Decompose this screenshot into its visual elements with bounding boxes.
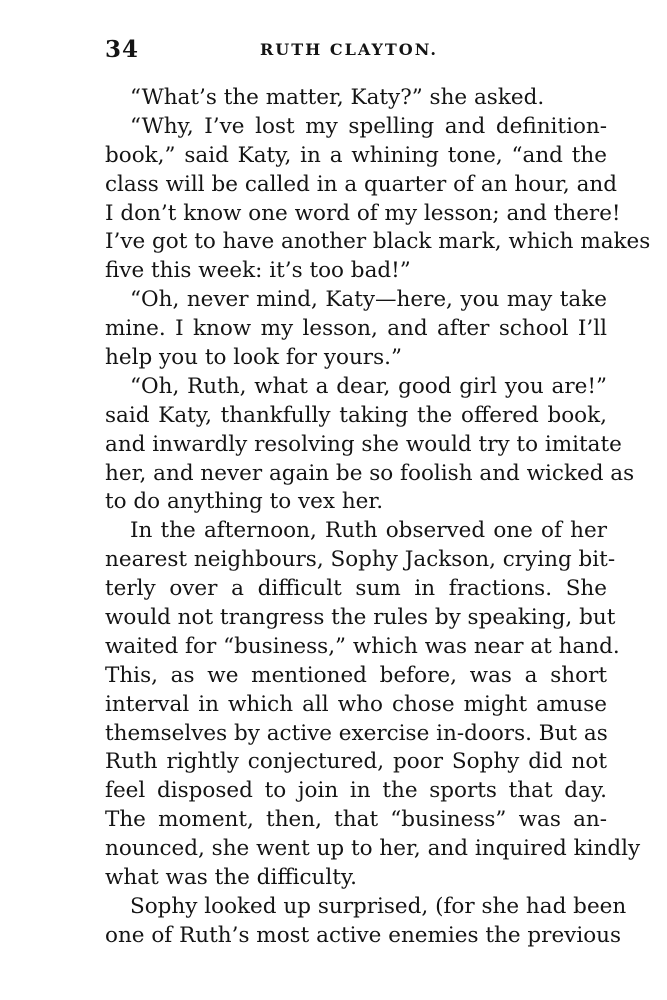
text-line: themselves by active exercise in-doors. But as [105, 720, 608, 746]
text-line: “Why, I’ve lost my spelling and definition- [130, 113, 607, 139]
text-line: I’ve got to have another black mark, which makes [105, 229, 651, 255]
body-text [105, 84, 651, 951]
text-line: This, as we mentioned before, was a short [105, 662, 607, 688]
text-line: Ruth rightly conjectured, poor Sophy did not [105, 749, 607, 775]
text-line: “Oh, Ruth, what a dear, good girl you are!” [130, 373, 607, 399]
text-line: waited for “business,” which was near at hand. [105, 633, 620, 659]
text-line: book,” said Katy, in a whining tone, “and the [105, 142, 607, 168]
text-line: one of Ruth’s most active enemies the previous [105, 922, 622, 948]
text-line: said Katy, thankfully taking the offered book, [105, 402, 607, 428]
text-line: would not trangress the rules by speaking, but [105, 605, 616, 631]
text-line: five this week: it’s too bad!” [105, 258, 411, 284]
text-line: nearest neighbours, Sophy Jackson, crying bit- [105, 547, 616, 573]
text-line: help you to look for yours.” [105, 345, 402, 371]
text-line: terly over a difficult sum in fractions. She [105, 576, 607, 602]
text-line: her, and never again be so foolish and wicked as [105, 460, 635, 486]
text-line: In the afternoon, Ruth observed one of her [130, 518, 607, 544]
text-line: to do anything to vex her. [105, 489, 384, 515]
text-line: “Oh, never mind, Katy—here, you may take [130, 287, 607, 313]
text-line: feel disposed to join in the sports that day. [105, 778, 607, 804]
page-number: 34 [105, 36, 140, 63]
text-line: “What’s the matter, Katy?” she asked. [130, 85, 545, 110]
running-head: RUTH CLAYTON. [260, 40, 438, 59]
text-line: what was the difficulty. [105, 865, 357, 891]
text-line: nounced, she went up to her, and inquired kindly [105, 836, 641, 862]
text-line: class will be called in a quarter of an hour, and [105, 171, 618, 197]
text-line: Sophy looked up surprised, (for she had been [130, 893, 627, 919]
text-line: interval in which all who chose might amuse [105, 691, 607, 717]
text-line: and inwardly resolving she would try to imitate [105, 431, 622, 457]
text-line: I don’t know one word of my lesson; and there! [105, 200, 621, 226]
page-header [105, 36, 607, 70]
text-line: mine. I know my lesson, and after school I’ll [105, 316, 607, 342]
text-line: The moment, then, that “business” was an- [105, 807, 607, 833]
